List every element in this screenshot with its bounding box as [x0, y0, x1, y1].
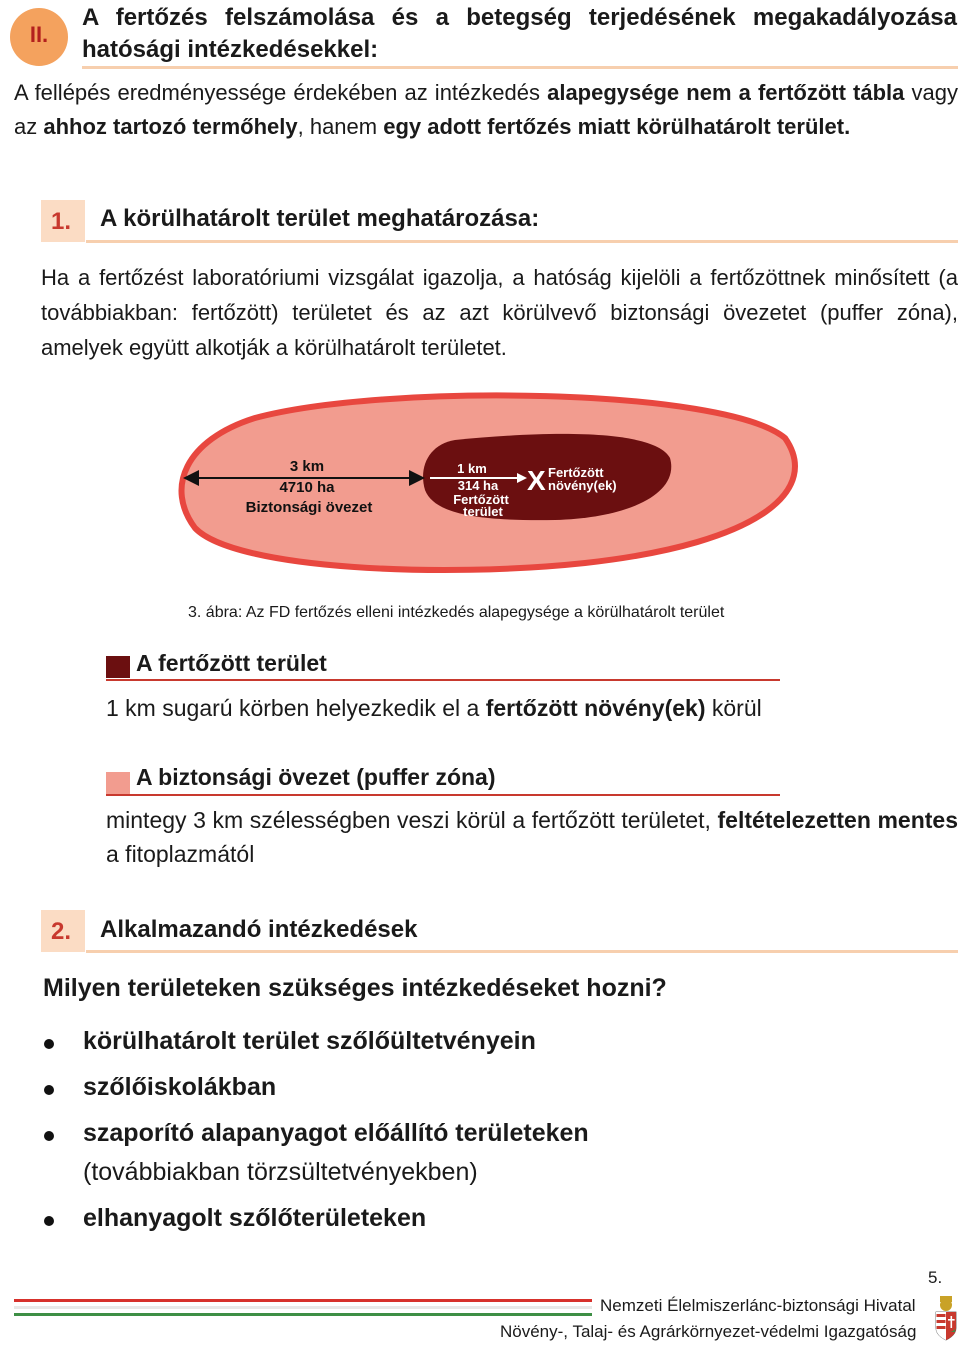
- infected-area-swatch: [106, 656, 130, 678]
- legend2-bold: feltételezetten mentes: [717, 807, 958, 833]
- intro-bold-4: egy adott fertőzés miatt körülhatárolt terület.: [383, 114, 851, 139]
- footer-department: Növény-, Talaj- és Agrárkörnyezet-védelmi Igazgatóság: [500, 1322, 917, 1341]
- infected-plant-label-line1: Fertőzött: [548, 465, 604, 480]
- footer-stripe-white: [14, 1306, 592, 1309]
- intro-bold-3: ahhoz tartozó termőhely: [43, 114, 298, 139]
- subsection-2-title: Alkalmazandó intézkedések: [100, 916, 418, 943]
- intro-bold-2: nem a fertőzött tábla: [686, 80, 905, 105]
- subsection-2-number-box: [41, 910, 85, 952]
- buffer-zone-legend-title: A biztonsági övezet (puffer zóna): [136, 764, 496, 790]
- section-number-badge: [10, 8, 68, 66]
- buffer-zone-label: Biztonsági övezet: [245, 499, 373, 516]
- infected-area-legend-underline: [106, 679, 780, 681]
- buffer-area-label: 4710 ha: [279, 479, 335, 496]
- section-title-underline: [82, 66, 958, 69]
- infected-area-description: [106, 695, 762, 722]
- subsection-1-number: 1.: [51, 208, 72, 235]
- bullet-item: szaporító alapanyagot előállító területeken: [83, 1119, 589, 1147]
- bullet-item-note: (továbbiakban törzsültetvényekben): [83, 1158, 478, 1186]
- bullet-item: körülhatárolt terület szőlőültetvényein: [83, 1027, 536, 1055]
- infected-distance-label: 1 km: [457, 461, 487, 476]
- infected-label-line1: Fertőzött: [453, 492, 509, 507]
- section-title: A fertőzés felszámolása és a betegség terjedésének megakadályozása hatósági intézkedésekkel:: [82, 4, 957, 63]
- footer-organization: Nemzeti Élelmiszerlánc-biztonsági Hivatal: [600, 1296, 916, 1315]
- bullet-item: szőlőiskolákban: [83, 1073, 277, 1101]
- section-number: II.: [29, 22, 49, 47]
- buffer-zone-swatch: [106, 772, 130, 794]
- bullet-item: elhanyagolt szőlőterületeken: [83, 1204, 427, 1232]
- subsection-1-title: A körülhatárolt terület meghatározása:: [100, 205, 540, 232]
- infected-area-legend-title: A fertőzött terület: [136, 650, 327, 676]
- legend1-bold: fertőzött növény(ek): [485, 695, 706, 721]
- subsection-2-underline: [86, 950, 958, 953]
- intro-paragraph: [14, 76, 958, 144]
- legend1-text-1: 1 km sugarú körben helyezkedik el a: [106, 695, 486, 721]
- intro-text-4: , hanem: [297, 114, 384, 139]
- footer-stripe-red: [14, 1299, 592, 1302]
- zone-diagram: [165, 378, 805, 578]
- infected-label-line2: terület: [463, 504, 503, 519]
- bullet-dot: [44, 1039, 54, 1049]
- infected-area-label: 314 ha: [457, 478, 499, 493]
- subsection-1-number-box: [41, 200, 85, 242]
- infected-plant-label-line2: növény(ek): [548, 478, 617, 493]
- buffer-zone-legend-underline: [106, 794, 780, 796]
- subsection-2-question: Milyen területeken szükséges intézkedéseket hozni?: [43, 974, 667, 1002]
- intro-text-3: vagy az: [14, 80, 958, 139]
- subsection-1-paragraph: Ha a fertőzést laboratóriumi vizsgálat igazolja, a hatóság kijelöli a fertőzöttnek minősített (a továbbiakban: fertőzött) területet és az azt körülvevő biztonsági övezetet (puffer zóna), amelyek együtt alkotják a körülhatárolt területet.: [41, 265, 958, 360]
- subsection-2-number: 2.: [51, 918, 72, 945]
- buffer-distance-label: 3 km: [289, 458, 325, 475]
- coat-of-arms-icon: [934, 1294, 958, 1342]
- bullet-dot: [44, 1216, 54, 1226]
- subsection-1-underline: [86, 240, 958, 243]
- infected-plant-marker: X: [527, 465, 546, 496]
- intro-bold-1: alapegysége: [547, 80, 680, 105]
- legend2-text-1: mintegy 3 km szélességben veszi körül a fertőzött területet,: [106, 807, 718, 833]
- intro-text-1: A fellépés eredményessége érdekében az intézkedés: [14, 80, 548, 105]
- buffer-zone-description: [106, 803, 958, 871]
- footer-stripe-green: [14, 1313, 592, 1316]
- bullet-dot: [44, 1131, 54, 1141]
- legend1-text-2: körül: [705, 695, 762, 721]
- page-number: 5.: [928, 1268, 943, 1287]
- figure-caption: 3. ábra: Az FD fertőzés elleni intézkedés alapegysége a körülhatárolt terület: [188, 604, 725, 621]
- legend2-text-2: a fitoplazmától: [106, 841, 255, 867]
- bullet-dot: [44, 1085, 54, 1095]
